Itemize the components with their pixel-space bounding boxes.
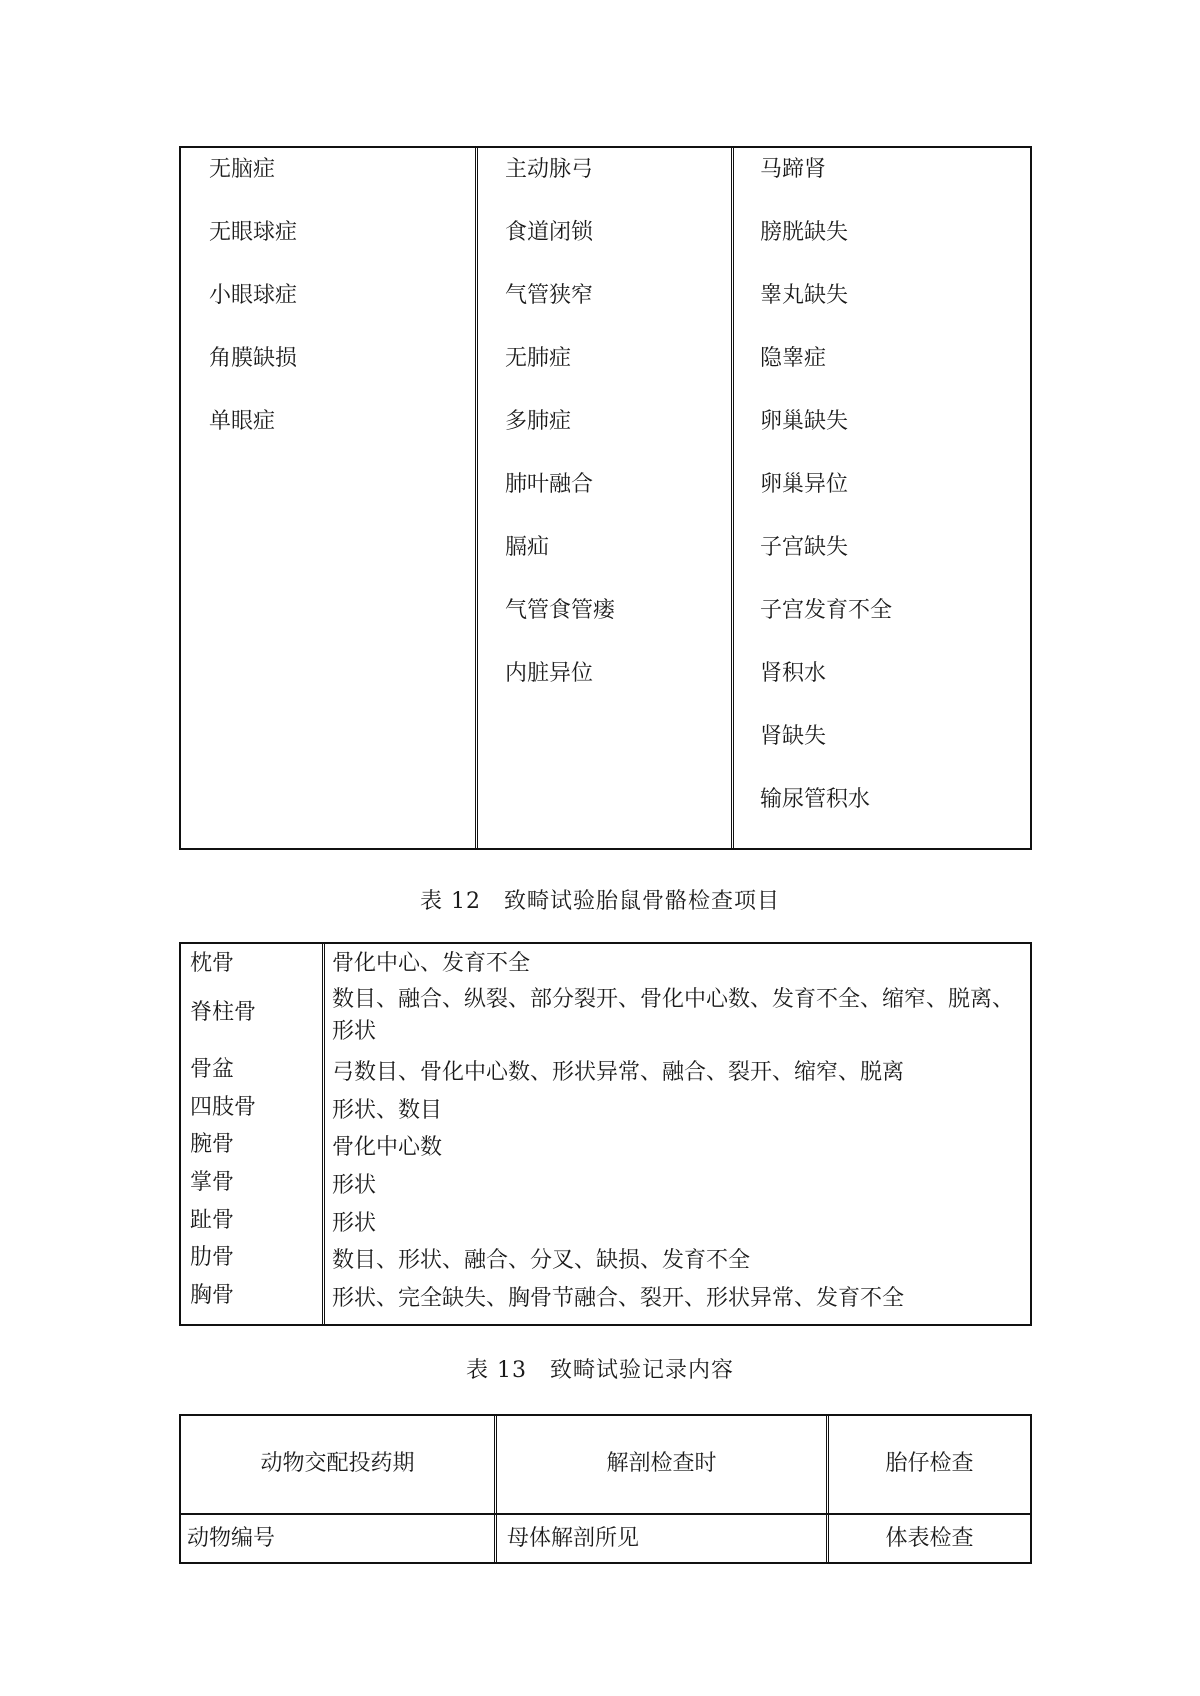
bone-items: 数目、融合、纵裂、部分裂开、骨化中心数、发育不全、缩窄、脱离、形状 xyxy=(332,987,1015,1044)
column-divider xyxy=(322,944,325,1324)
bone-items: 形状 xyxy=(332,1211,377,1236)
table-13-caption: 表 13 致畸试验记录内容 xyxy=(466,1358,734,1383)
skeleton-table xyxy=(179,942,1032,1326)
anomaly-item: 膀胱缺失 xyxy=(760,220,849,245)
anomaly-item: 小眼球症 xyxy=(209,283,298,308)
anomaly-table xyxy=(179,146,1032,850)
anomaly-item: 肾缺失 xyxy=(760,724,827,749)
anomaly-item: 马蹄肾 xyxy=(760,157,827,182)
bone-label: 肋骨 xyxy=(190,1245,235,1270)
anomaly-item: 多肺症 xyxy=(505,409,572,434)
row-divider xyxy=(181,1513,1030,1515)
bone-items: 形状、数目 xyxy=(332,1098,443,1123)
anomaly-column-2 xyxy=(478,148,734,848)
anomaly-item: 内脏异位 xyxy=(505,661,594,686)
anomaly-item: 膈疝 xyxy=(505,535,550,560)
anomaly-item: 单眼症 xyxy=(209,409,276,434)
anomaly-item: 肺叶融合 xyxy=(505,472,594,497)
anomaly-item: 无脑症 xyxy=(209,157,276,182)
bone-label: 胸骨 xyxy=(190,1283,235,1308)
anomaly-column-1 xyxy=(181,148,478,848)
anomaly-item: 子宫发育不全 xyxy=(760,598,893,623)
bone-items: 数目、形状、融合、分叉、缺损、发育不全 xyxy=(332,1248,751,1273)
bone-items: 骨化中心、发育不全 xyxy=(332,951,531,976)
anomaly-item: 无肺症 xyxy=(505,346,572,371)
anomaly-item: 输尿管积水 xyxy=(760,787,871,812)
header-cell: 解剖检查时 xyxy=(606,1451,717,1476)
bone-label: 四肢骨 xyxy=(190,1095,257,1120)
data-cell: 体表检查 xyxy=(885,1526,974,1551)
record-table xyxy=(179,1414,1032,1564)
anomaly-item: 气管食管瘘 xyxy=(505,598,616,623)
anomaly-item: 子宫缺失 xyxy=(760,535,849,560)
anomaly-item: 睾丸缺失 xyxy=(760,283,849,308)
bone-label: 脊柱骨 xyxy=(190,1000,257,1025)
anomaly-item: 角膜缺损 xyxy=(209,346,298,371)
bone-items: 形状、完全缺失、胸骨节融合、裂开、形状异常、发育不全 xyxy=(332,1286,905,1311)
bone-items: 弓数目、骨化中心数、形状异常、融合、裂开、缩窄、脱离 xyxy=(332,1060,905,1085)
bone-items: 骨化中心数 xyxy=(332,1135,443,1160)
anomaly-item: 气管狭窄 xyxy=(505,283,594,308)
bone-label: 腕骨 xyxy=(190,1132,235,1157)
anomaly-item: 卵巢缺失 xyxy=(760,409,849,434)
anomaly-column-3 xyxy=(734,148,1030,848)
table-12-caption: 表 12 致畸试验胎鼠骨骼检查项目 xyxy=(420,889,780,914)
bone-label: 掌骨 xyxy=(190,1170,235,1195)
bone-label: 枕骨 xyxy=(190,951,235,976)
anomaly-item: 食道闭锁 xyxy=(505,220,594,245)
header-cell: 胎仔检查 xyxy=(885,1451,974,1476)
anomaly-item: 肾积水 xyxy=(760,661,827,686)
bone-items: 形状 xyxy=(332,1173,377,1198)
bone-label: 骨盆 xyxy=(190,1057,235,1082)
anomaly-item: 隐睾症 xyxy=(760,346,827,371)
header-cell: 动物交配投药期 xyxy=(260,1451,415,1476)
anomaly-item: 卵巢异位 xyxy=(760,472,849,497)
data-cell: 动物编号 xyxy=(187,1526,276,1551)
column-divider xyxy=(494,1416,497,1562)
anomaly-item: 主动脉弓 xyxy=(505,157,594,182)
data-cell: 母体解剖所见 xyxy=(507,1526,640,1551)
bone-label: 趾骨 xyxy=(190,1208,235,1233)
anomaly-item: 无眼球症 xyxy=(209,220,298,245)
